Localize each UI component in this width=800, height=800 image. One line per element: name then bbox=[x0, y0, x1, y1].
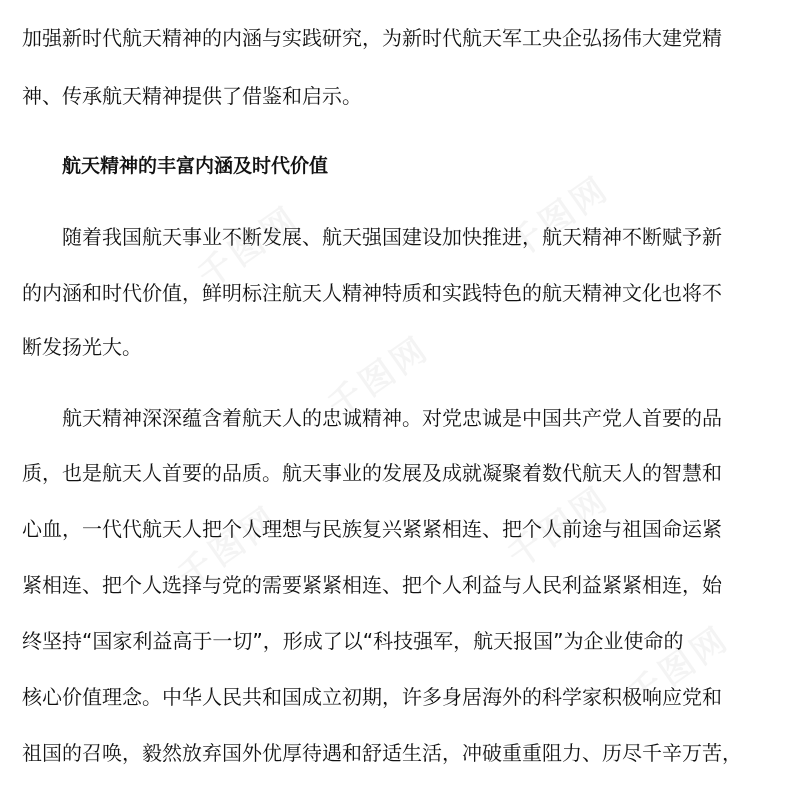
paragraph-line: 的内涵和时代价值，鲜明标注航天人精神特质和实践特色的航天精神文化也将不 bbox=[22, 281, 722, 305]
paragraph-line: 祖国的召唤，毅然放弃国外优厚待遇和舒适生活，冲破重重阻力、历尽千辛万苦， bbox=[22, 741, 742, 765]
paragraph-line: 紧相连、把个人选择与党的需要紧紧相连、把个人利益与人民利益紧紧相连，始 bbox=[22, 573, 722, 597]
paragraph-line: 加强新时代航天精神的内涵与实践研究，为新时代航天军工央企弘扬伟大建党精 bbox=[22, 26, 722, 50]
paragraph-line: 随着我国航天事业不断发展、航天强国建设加快推进，航天精神不断赋予新 bbox=[62, 225, 722, 249]
paragraph-line: 心血，一代代航天人把个人理想与民族复兴紧紧相连、把个人前途与祖国命运紧 bbox=[22, 517, 722, 541]
paragraph-line: 神、传承航天精神提供了借鉴和启示。 bbox=[22, 84, 362, 108]
paragraph-line: 质，也是航天人首要的品质。航天事业的发展及成就凝聚着数代航天人的智慧和 bbox=[22, 461, 722, 485]
paragraph-line: 航天精神深深蕴含着航天人的忠诚精神。对党忠诚是中国共产党人首要的品 bbox=[62, 406, 722, 430]
paragraph-line: 断发扬光大。 bbox=[22, 335, 142, 359]
paragraph-line: 核心价值理念。中华人民共和国成立初期，许多身居海外的科学家积极响应党和 bbox=[22, 685, 722, 709]
paragraph-line: 终坚持“国家利益高于一切”，形成了以“科技强军，航天报国”为企业使命的 bbox=[22, 629, 684, 653]
section-heading: 航天精神的丰富内涵及时代价值 bbox=[62, 155, 329, 177]
